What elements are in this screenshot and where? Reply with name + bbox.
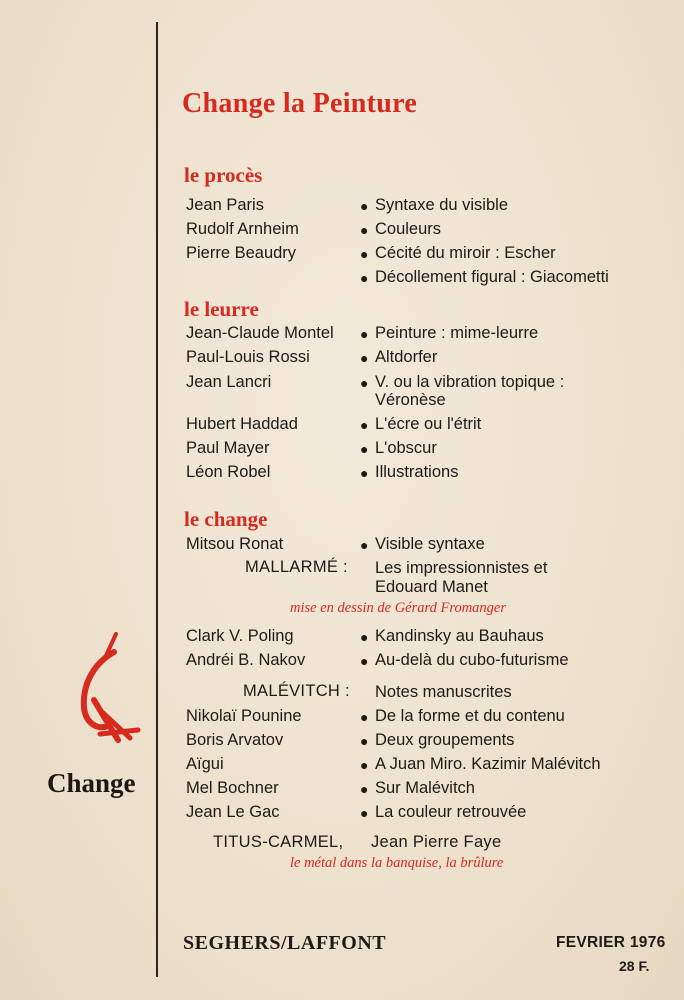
vertical-rule [156, 22, 158, 977]
work-title: L'obscur [375, 439, 437, 457]
author: Rudolf Arnheim [186, 220, 299, 238]
work-title: Syntaxe du visible [375, 196, 508, 214]
author: Mel Bochner [186, 779, 279, 797]
bullet-icon: ● [360, 757, 369, 773]
work-title: Visible syntaxe [375, 535, 485, 553]
author: Aïgui [186, 755, 224, 773]
work-title-continued: Edouard Manet [375, 578, 488, 596]
author: Boris Arvatov [186, 731, 284, 749]
section-heading-proces: le procès [184, 163, 263, 187]
work-title: Les impressionnistes et [375, 559, 548, 577]
work-title: A Juan Miro. Kazimir Malévitch [375, 755, 601, 773]
featured-name: TITUS-CARMEL, [213, 833, 344, 851]
work-title-continued: Véronèse [375, 391, 446, 409]
author: Nikolaï Pounine [186, 707, 302, 725]
brand-name: Change [47, 768, 136, 798]
bullet-icon: ● [360, 350, 369, 366]
author: Paul-Louis Rossi [186, 348, 310, 366]
bullet-icon: ● [360, 709, 369, 725]
work-title: De la forme et du contenu [375, 707, 565, 725]
work-title: Couleurs [375, 220, 442, 238]
bullet-icon: ● [360, 537, 369, 553]
publisher: SEGHERS/LAFFONT [183, 932, 387, 954]
bullet-icon: ● [360, 246, 369, 262]
bullet-icon: ● [360, 222, 369, 238]
bullet-icon: ● [360, 270, 369, 286]
illustration-credit: mise en dessin de Gérard Fromanger [290, 600, 506, 616]
author: Jean Le Gac [186, 803, 280, 821]
bullet-icon: ● [360, 198, 369, 214]
bullet-icon: ● [360, 465, 369, 481]
titus-work-title: le métal dans la banquise, la brûlure [290, 855, 504, 871]
featured-name: MALLARMÉ : [245, 558, 348, 576]
author: Hubert Haddad [186, 415, 298, 433]
bullet-icon: ● [360, 629, 369, 645]
work-title: Altdorfer [375, 348, 438, 366]
bullet-icon: ● [360, 417, 369, 433]
author: Pierre Beaudry [186, 244, 297, 262]
work-title: Cécité du miroir : Escher [375, 244, 556, 262]
work-title: Sur Malévitch [375, 779, 475, 797]
author: Jean-Claude Montel [186, 324, 334, 342]
work-title: La couleur retrouvée [375, 803, 527, 821]
featured-name: MALÉVITCH : [243, 682, 350, 700]
work-title: Deux groupements [375, 731, 515, 749]
bullet-icon: ● [360, 781, 369, 797]
price: 28 F. [619, 958, 650, 974]
bullet-icon: ● [360, 441, 369, 457]
work-title: Illustrations [375, 463, 459, 481]
work-title: V. ou la vibration topique : [375, 373, 565, 391]
change-logo-icon [74, 630, 144, 750]
work-title: L'écre ou l'étrit [375, 415, 482, 433]
issue-date: FEVRIER 1976 [556, 934, 666, 951]
section-heading-change: le change [184, 507, 268, 531]
author: Mitsou Ronat [186, 535, 284, 553]
author: Jean Pierre Faye [371, 833, 502, 851]
bullet-icon: ● [360, 326, 369, 342]
bullet-icon: ● [360, 733, 369, 749]
author: Paul Mayer [186, 439, 270, 457]
author: Léon Robel [186, 463, 271, 481]
work-title: Peinture : mime-leurre [375, 324, 539, 342]
work-title: Notes manuscrites [375, 683, 512, 701]
work-title: Kandinsky au Bauhaus [375, 627, 544, 645]
bullet-icon: ● [360, 805, 369, 821]
issue-title: Change la Peinture [182, 88, 418, 119]
author: Jean Paris [186, 196, 264, 214]
bullet-icon: ● [360, 375, 369, 391]
author: Clark V. Poling [186, 627, 294, 645]
bullet-icon: ● [360, 653, 369, 669]
author: Andréi B. Nakov [186, 651, 306, 669]
author: Jean Lancri [186, 373, 272, 391]
section-heading-leurre: le leurre [184, 297, 259, 321]
work-title: Décollement figural : Giacometti [375, 268, 609, 286]
work-title: Au-delà du cubo-futurisme [375, 651, 569, 669]
